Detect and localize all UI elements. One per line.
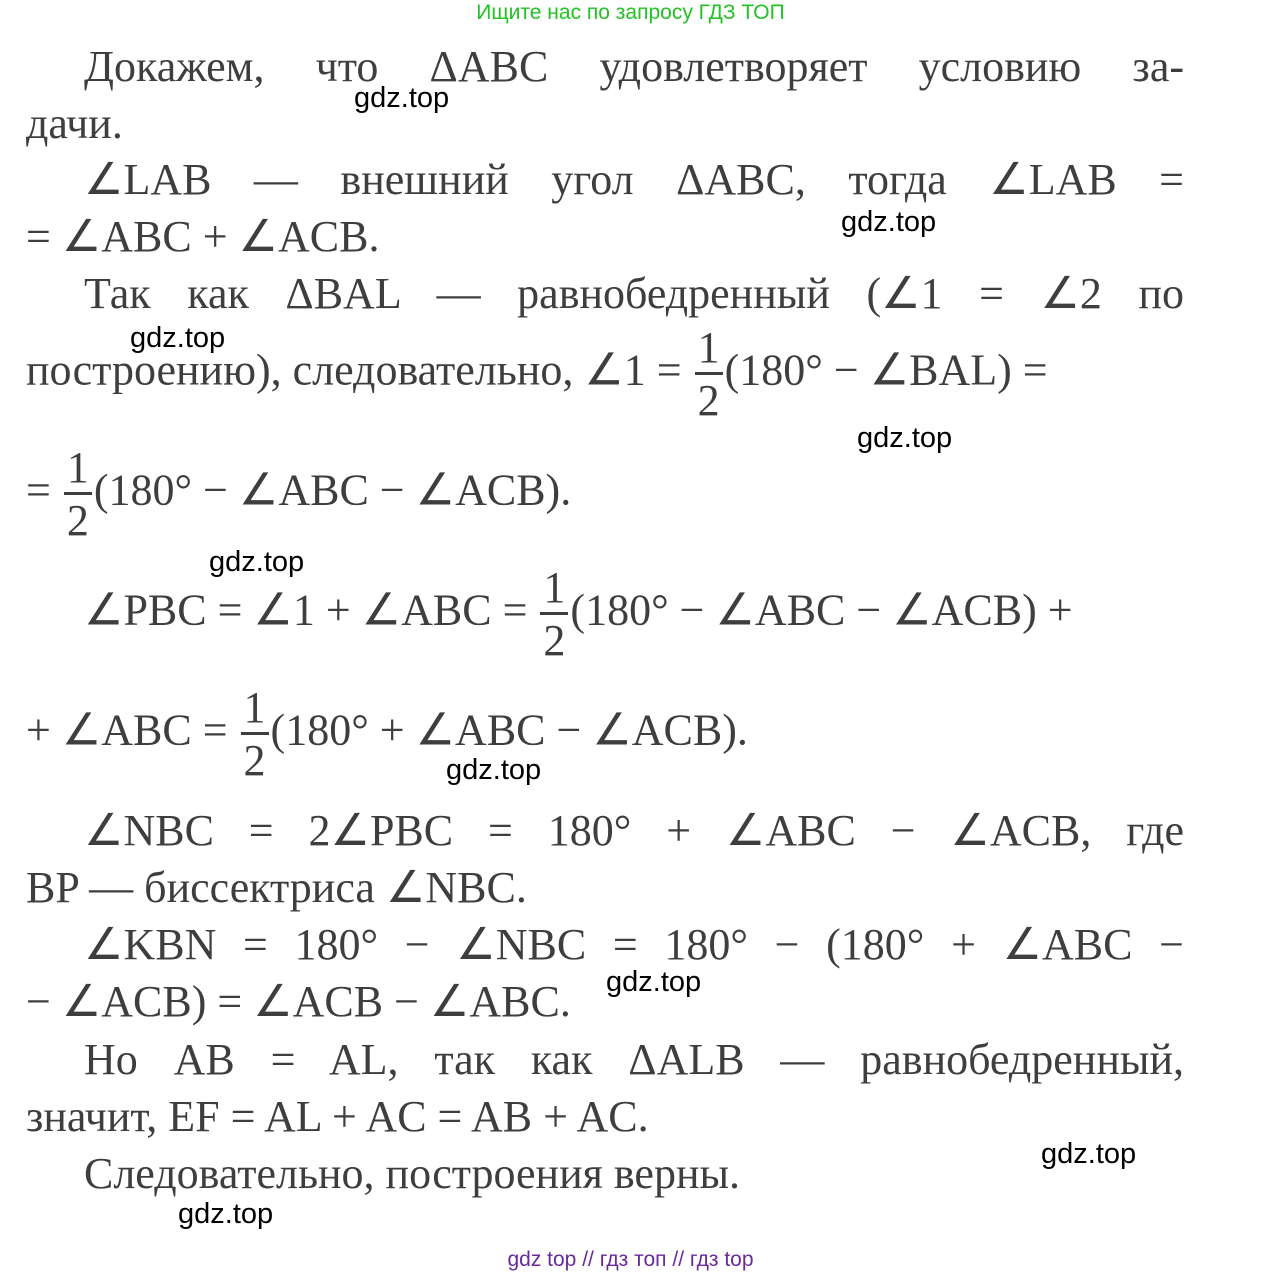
fraction-denominator: 2 [543,616,566,665]
search-banner[interactable]: Ищите нас по запросу ГДЗ ТОП [476,1,785,24]
text-line-10: ∠NBC = 2∠PBC = 180° + ∠ABC − ∠ACB, где [84,806,1184,855]
fraction-denominator: 2 [66,496,89,545]
fraction-numerator: 1 [241,686,269,735]
fraction-denominator: 2 [243,736,266,785]
watermark: gdz.top [130,322,226,354]
fraction-one-half [241,683,269,785]
text-line-4: = ∠ABC + ∠ACB. [26,212,380,261]
text-line-6-end: (180° − ∠BAL) = [724,345,1048,395]
text-line-13: − ∠ACB) = ∠ACB − ∠ABC. [26,977,571,1026]
watermark: gdz.top [1041,1138,1137,1170]
footer-links[interactable]: gdz top // гдз топ // гдз top [507,1248,754,1271]
watermark: gdz.top [606,966,702,998]
text-line-1: Докажем, что ΔABC удовлетворяет условию за- [84,42,1184,91]
text-line-9 [26,683,1186,785]
fraction-numerator: 1 [540,566,568,615]
fraction-numerator: 1 [64,446,92,495]
text-line-7-start: = [26,465,62,515]
text-line-15: значит, EF = AL + AC = AB + AC. [26,1092,649,1141]
text-line-11: BP — биссектриса ∠NBC. [26,863,527,912]
text-line-3: ∠LAB — внешний угол ΔABC, тогда ∠LAB = [84,155,1184,204]
fraction-one-half [540,563,568,665]
text-line-6-start: построению), следовательно, ∠1 = [26,345,693,395]
text-line-5: Так как ΔBAL — равнобедренный (∠1 = ∠2 по [84,269,1184,318]
text-line-14: Но AB = AL, так как ΔALB — равнобедренный, [84,1035,1184,1084]
fraction-one-half [64,443,92,545]
watermark: gdz.top [209,546,305,578]
watermark: gdz.top [354,82,450,114]
text-line-8-end: (180° − ∠ABC − ∠ACB) + [570,585,1073,635]
text-line-8-start: ∠PBC = ∠1 + ∠ABC = [84,585,539,635]
text-line-16: Следовательно, построения верны. [84,1149,741,1198]
text-line-12: ∠KBN = 180° − ∠NBC = 180° − (180° + ∠ABC − [84,920,1184,969]
text-line-9-start: + ∠ABC = [26,705,239,755]
watermark: gdz.top [841,206,937,238]
fraction-numerator: 1 [695,326,723,375]
text-line-2: дачи. [26,99,123,148]
fraction-denominator: 2 [697,376,720,425]
watermark: gdz.top [857,422,953,454]
watermark: gdz.top [178,1198,274,1230]
text-line-7 [26,443,1186,545]
watermark: gdz.top [446,754,542,786]
text-line-8 [84,563,1244,665]
text-line-9-end: (180° + ∠ABC − ∠ACB). [270,705,748,755]
text-line-7-end: (180° − ∠ABC − ∠ACB). [93,465,572,515]
fraction-one-half [695,323,723,425]
